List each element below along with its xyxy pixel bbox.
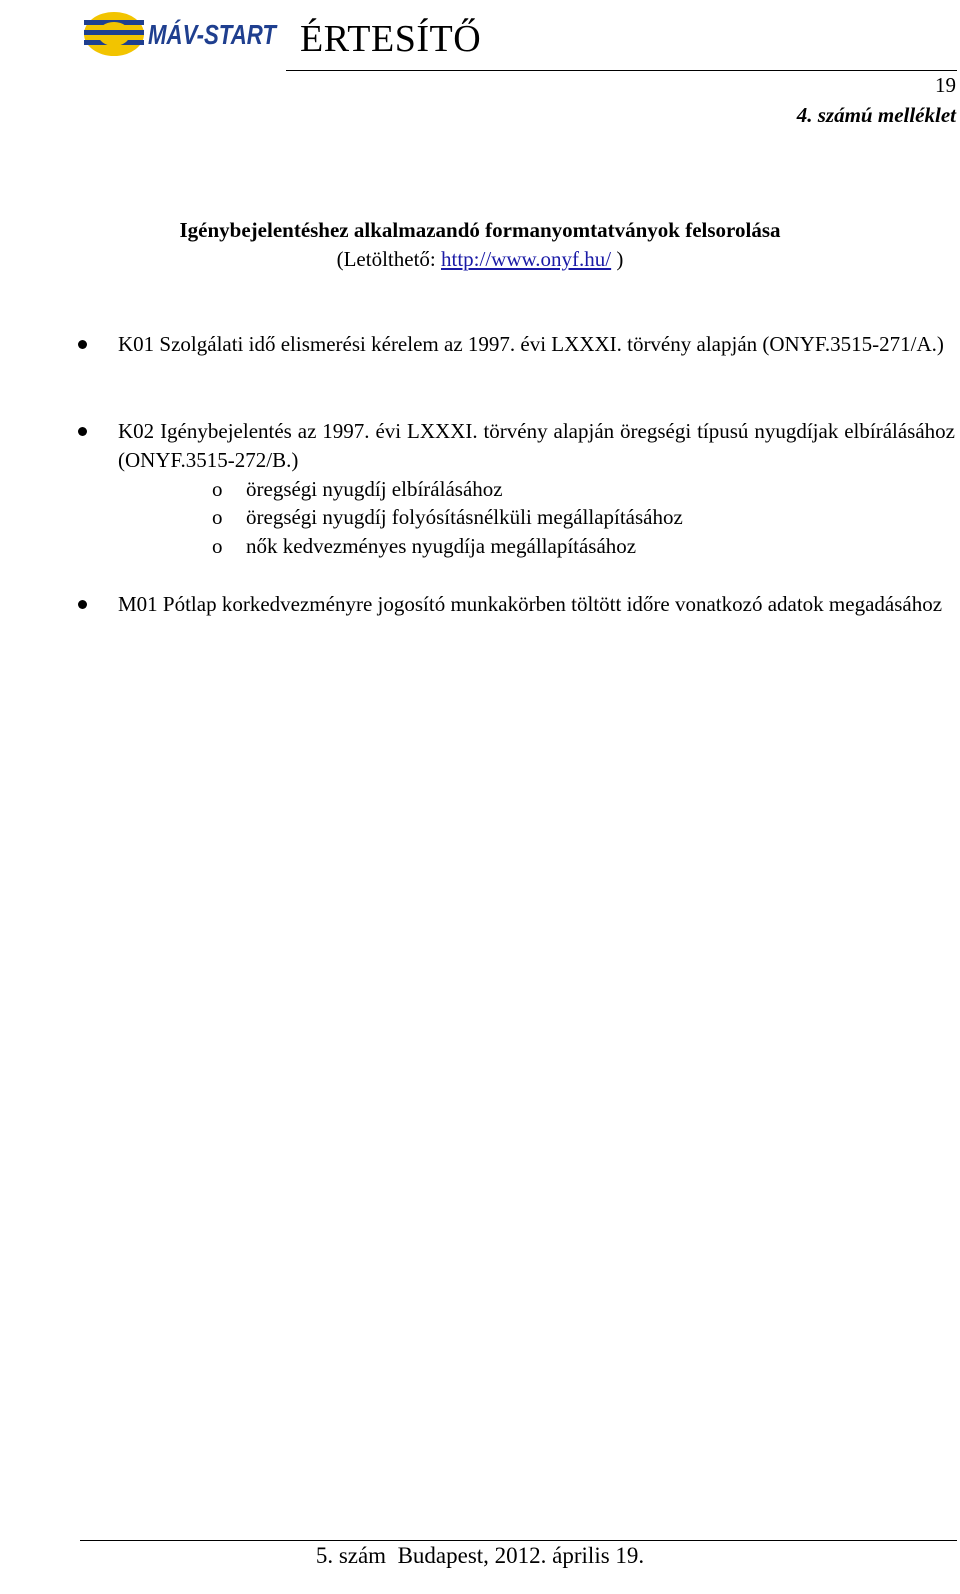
bullet-icon xyxy=(78,427,87,436)
subtitle-suffix: ) xyxy=(611,247,624,271)
page-header xyxy=(0,0,960,74)
sub-item-text: öregségi nyugdíj folyósításnélküli megállapításához xyxy=(246,505,683,529)
document-title: Igénybejelentéshez alkalmazandó formanyomtatványok felsorolása xyxy=(179,218,781,242)
sub-item-text: öregségi nyugdíj elbírálásához xyxy=(246,477,503,501)
list-item-k01: K01 Szolgálati idő elismerési kérelem az 1997. évi LXXXI. törvény alapján (ONYF.3515-271/A.) xyxy=(118,332,944,356)
subtitle-prefix: (Letölthető: xyxy=(336,247,441,271)
bullet-icon xyxy=(78,340,87,349)
circle-marker-icon: o xyxy=(212,505,223,529)
publication-title: ÉRTESÍTŐ xyxy=(300,18,482,60)
annex-label: 4. számú melléklet xyxy=(796,103,956,127)
onyf-link[interactable]: http://www.onyf.hu/ xyxy=(441,247,612,271)
document-subtitle xyxy=(0,247,960,272)
list-item-m01: M01 Pótlap korkedvezményre jogosító munkakörben töltött időre vonatkozó adatok megadásához xyxy=(118,592,943,616)
sub-item-text: nők kedvezményes nyugdíja megállapításához xyxy=(246,534,637,558)
list-item-k02: K02 Igénybejelentés az 1997. évi LXXXI. törvény alapján öregségi típusú nyugdíjak elbírálásához (ONYF.3515-272/B.) xyxy=(118,419,955,472)
sub-item xyxy=(212,475,503,504)
circle-marker-icon: o xyxy=(212,477,223,501)
circle-marker-icon: o xyxy=(212,534,223,558)
mav-start-logo xyxy=(80,4,280,60)
logo-text: MÁV-START xyxy=(148,19,279,50)
bullet-icon xyxy=(78,600,87,609)
header-divider xyxy=(286,70,957,71)
sub-item xyxy=(212,532,636,561)
page-footer: 5. szám Budapest, 2012. április 19. xyxy=(315,1543,645,1568)
sub-item xyxy=(212,503,683,532)
page-number: 19 xyxy=(935,73,956,97)
footer-divider xyxy=(80,1540,957,1541)
